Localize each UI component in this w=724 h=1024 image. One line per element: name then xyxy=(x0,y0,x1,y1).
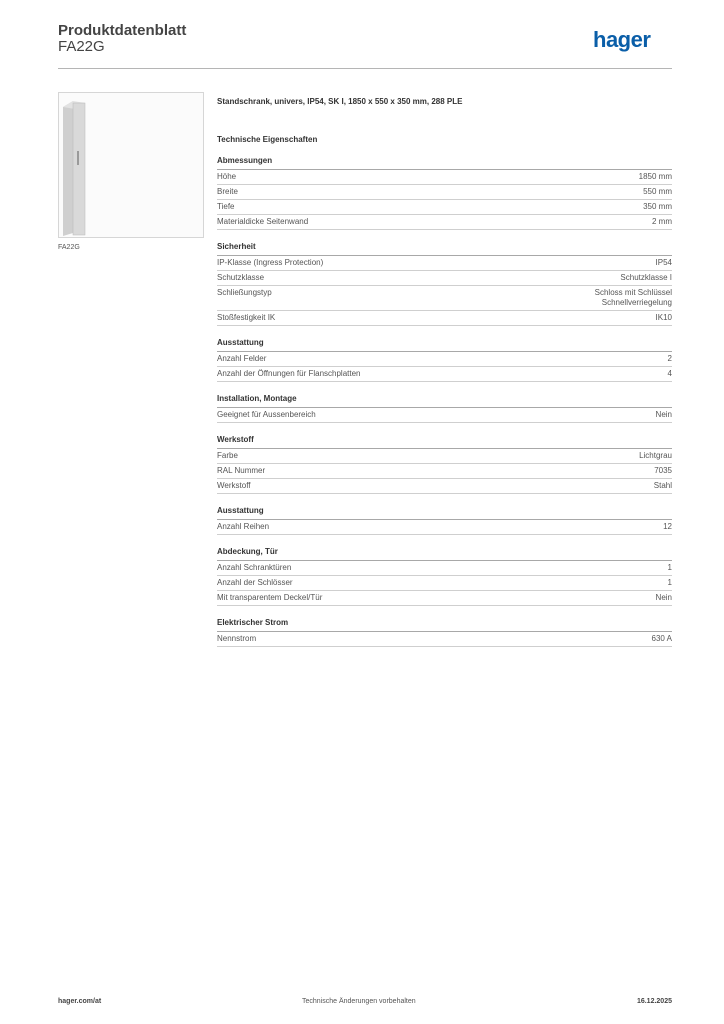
spec-label: Mit transparentem Deckel/Tür xyxy=(217,593,323,602)
spec-value: Nein xyxy=(655,410,672,419)
spec-group-title: Sicherheit xyxy=(217,242,672,256)
spec-group xyxy=(217,156,672,230)
spec-row xyxy=(217,408,672,423)
spec-row xyxy=(217,170,672,185)
spec-row xyxy=(217,256,672,271)
header-divider xyxy=(58,68,672,69)
spec-value: 7035 xyxy=(654,466,672,475)
spec-value: 1850 mm xyxy=(638,172,672,181)
spec-row xyxy=(217,591,672,606)
cabinet-illustration xyxy=(59,93,203,237)
spec-row xyxy=(217,367,672,382)
spec-label: Werkstoff xyxy=(217,481,251,490)
spec-value: 1 xyxy=(667,563,672,572)
footer-website: hager.com/at xyxy=(58,998,102,1005)
spec-row xyxy=(217,464,672,479)
spec-row xyxy=(217,185,672,200)
spec-label: Schutzklasse xyxy=(217,273,265,282)
section-heading: Technische Eigenschaften xyxy=(217,135,318,144)
hager-logo xyxy=(593,27,673,55)
spec-value: IP54 xyxy=(655,258,672,267)
spec-row xyxy=(217,520,672,535)
spec-row xyxy=(217,200,672,215)
footer-disclaimer: Technische Änderungen vorbehalten xyxy=(302,998,416,1005)
spec-label: Farbe xyxy=(217,451,238,460)
spec-label: Geeignet für Aussenbereich xyxy=(217,410,316,419)
spec-value: 12 xyxy=(663,522,672,531)
spec-group xyxy=(217,394,672,423)
spec-label: Schließungstyp xyxy=(217,288,272,297)
spec-value: 350 mm xyxy=(643,202,672,211)
spec-row xyxy=(217,286,672,311)
spec-label: Nennstrom xyxy=(217,634,257,643)
spec-group-title: Abdeckung, Tür xyxy=(217,547,672,561)
spec-value: 550 mm xyxy=(643,187,672,196)
spec-label: Breite xyxy=(217,187,238,196)
image-caption: FA22G xyxy=(58,244,80,251)
cabinet-handle xyxy=(77,151,79,165)
spec-row xyxy=(217,632,672,647)
spec-label: Anzahl der Schlösser xyxy=(217,578,293,587)
spec-label: RAL Nummer xyxy=(217,466,266,475)
spec-value: 1 xyxy=(667,578,672,587)
product-description: Standschrank, univers, IP54, SK I, 1850 x 550 x 350 mm, 288 PLE xyxy=(217,97,463,106)
spec-value: Schloss mit Schlüssel Schnellverriegelung xyxy=(594,288,672,307)
spec-group xyxy=(217,435,672,494)
product-code: FA22G xyxy=(58,38,105,55)
spec-sheet xyxy=(217,97,672,647)
cabinet-door xyxy=(73,103,85,235)
spec-label: Anzahl Felder xyxy=(217,354,267,363)
spec-label: Anzahl Reihen xyxy=(217,522,270,531)
spec-label: Anzahl der Öffnungen für Flanschplatten xyxy=(217,369,361,378)
spec-label: IP-Klasse (Ingress Protection) xyxy=(217,258,324,267)
spec-row xyxy=(217,479,672,494)
spec-row xyxy=(217,561,672,576)
spec-group-title: Ausstattung xyxy=(217,338,672,352)
spec-group-title: Abmessungen xyxy=(217,156,672,170)
cabinet-side xyxy=(63,101,73,236)
spec-group-title: Ausstattung xyxy=(217,506,672,520)
spec-row xyxy=(217,311,672,326)
spec-value: 2 xyxy=(667,354,672,363)
spec-value: 4 xyxy=(667,369,672,378)
spec-label: Materialdicke Seitenwand xyxy=(217,217,309,226)
spec-row xyxy=(217,352,672,367)
spec-group xyxy=(217,506,672,535)
logo-text: hager xyxy=(593,27,651,52)
spec-label: Höhe xyxy=(217,172,237,181)
spec-value: IK10 xyxy=(655,313,672,322)
spec-value: Stahl xyxy=(653,481,672,490)
spec-group xyxy=(217,618,672,647)
page-title: Produktdatenblatt xyxy=(58,22,187,39)
spec-label: Anzahl Schranktüren xyxy=(217,563,292,572)
spec-group-title: Elektrischer Strom xyxy=(217,618,672,632)
footer-date: 16.12.2025 xyxy=(636,998,672,1005)
spec-group xyxy=(217,547,672,606)
spec-label: Tiefe xyxy=(217,202,235,211)
spec-row xyxy=(217,449,672,464)
spec-value: Schutzklasse I xyxy=(620,273,672,282)
spec-row xyxy=(217,576,672,591)
spec-row xyxy=(217,271,672,286)
spec-value: 2 mm xyxy=(652,217,672,226)
spec-groups xyxy=(217,156,672,647)
spec-row xyxy=(217,215,672,230)
spec-group xyxy=(217,338,672,382)
spec-value: Nein xyxy=(655,593,672,602)
spec-group xyxy=(217,242,672,326)
spec-value: 630 A xyxy=(651,634,672,643)
spec-label: Stoßfestigkeit IK xyxy=(217,313,276,322)
spec-value: Lichtgrau xyxy=(639,451,672,460)
spec-group-title: Werkstoff xyxy=(217,435,672,449)
spec-group-title: Installation, Montage xyxy=(217,394,672,408)
product-image xyxy=(58,92,204,238)
